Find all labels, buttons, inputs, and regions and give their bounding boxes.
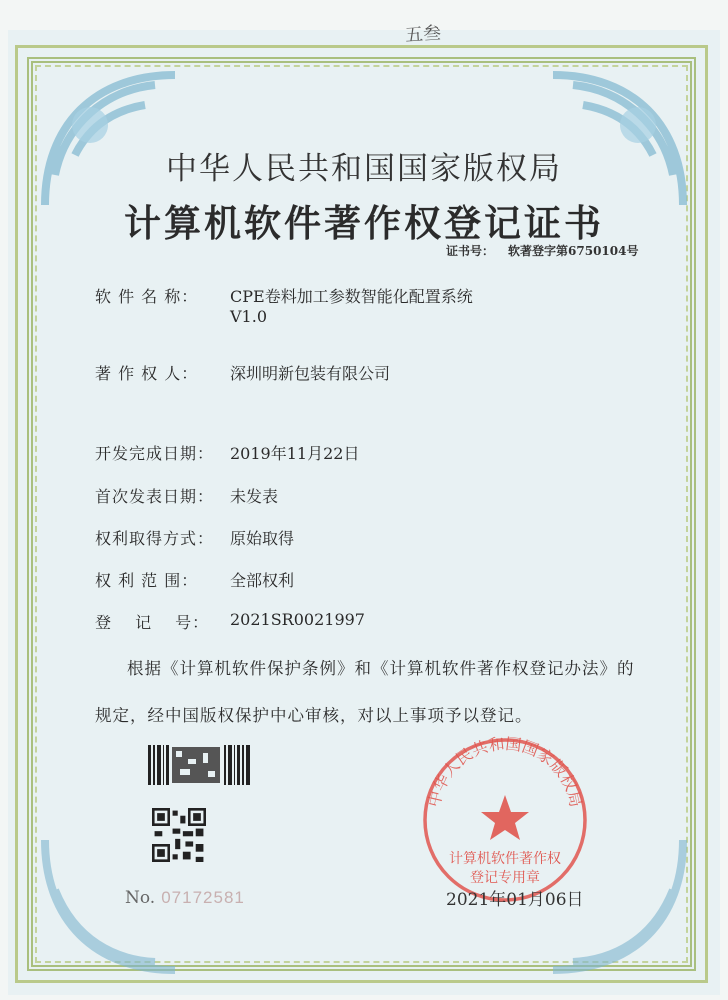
field-label: 软 件 名 称： — [95, 287, 199, 306]
field-value: 2019年11月22日 — [230, 444, 360, 463]
field-publish-date — [95, 484, 279, 507]
field-registration-no — [95, 610, 365, 633]
handwritten-note: 五叁 — [404, 22, 442, 47]
field-value: 原始取得 — [230, 529, 295, 548]
software-name: CPE卷料加工参数智能化配置系统 — [230, 287, 473, 306]
statement-line-2: 规定，经中国版权保护中心审核，对以上事项予以登记。 — [95, 706, 533, 725]
qr-code — [152, 808, 206, 862]
field-label: 开发完成日期： — [95, 444, 215, 463]
seal-line-1: 计算机软件著作权 — [449, 851, 561, 867]
field-label: 著 作 权 人： — [95, 364, 199, 383]
field-value: 2021SR0021997 — [230, 610, 365, 629]
barcode — [148, 745, 250, 785]
statement-line-1: 根据《计算机软件保护条例》和《计算机软件著作权登记办法》的 — [127, 659, 635, 678]
field-value — [230, 284, 473, 326]
software-version: V1.0 — [230, 307, 267, 326]
field-value: 未发表 — [230, 487, 279, 506]
star-icon — [481, 795, 529, 840]
certificate-title: 计算机软件著作权登记证书 — [124, 201, 604, 245]
serial-number — [125, 888, 245, 908]
field-owner — [95, 361, 391, 384]
field-value: 全部权利 — [230, 571, 295, 590]
field-completion-date — [95, 441, 360, 464]
cert-no-label: 证书号： — [446, 244, 495, 258]
field-scope — [95, 568, 295, 591]
certificate-number — [446, 242, 652, 259]
seal-line-2: 登记专用章 — [470, 870, 540, 886]
field-acquisition — [95, 526, 295, 549]
field-label: 权利取得方式： — [95, 529, 215, 548]
serial-value: 07172581 — [161, 888, 245, 907]
field-label: 权 利 范 围： — [95, 571, 199, 590]
field-software-name — [95, 284, 473, 326]
field-label: 首次发表日期： — [95, 487, 215, 506]
seal-ring-text: 中华人民共和国国家版权局 — [424, 735, 586, 809]
serial-prefix: No. — [125, 888, 156, 908]
cert-no-value: 软著登字第6750104号 — [508, 244, 639, 258]
field-value: 深圳明新包装有限公司 — [230, 364, 391, 383]
issue-date: 2021年01月06日 — [446, 890, 584, 910]
field-label: 登 记 号： — [95, 613, 210, 632]
issuer-title: 中华人民共和国国家版权局 — [166, 151, 562, 187]
official-seal — [420, 735, 590, 905]
